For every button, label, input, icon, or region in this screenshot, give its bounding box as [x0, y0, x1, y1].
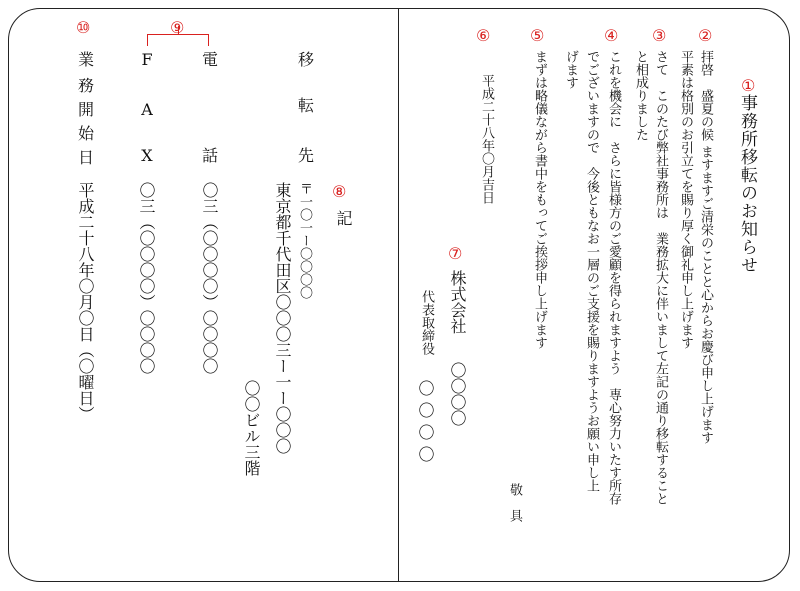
body-line-4: でございますので 今後ともなお一層のご支援を賜りますようお願い申し上	[584, 50, 599, 492]
start-label-char-2: 務	[77, 76, 94, 95]
marker-9: ⑨	[170, 18, 185, 37]
marker-4: ④	[604, 26, 619, 45]
letter-title: 事務所移転のお知らせ	[737, 94, 757, 274]
greeting-line-2: 平素は格別のお引立てを賜り厚く御礼申し上げます	[678, 50, 693, 349]
tel-value: 〇三（〇〇〇〇）〇〇〇〇	[200, 182, 219, 374]
start-label-char-4: 始	[77, 124, 94, 143]
marker-6: ⑥	[476, 26, 491, 45]
fax-label-char-1: F	[141, 50, 153, 69]
start-label-char-1: 業	[77, 50, 94, 69]
marker-3: ③	[652, 26, 667, 45]
postal-code: 〒一〇一ー〇〇〇〇	[297, 182, 312, 299]
ki-heading: 記	[334, 210, 353, 226]
move-label-char-2: 転	[297, 96, 314, 115]
start-label-char-3: 開	[77, 100, 94, 119]
fax-label-char-3: X	[141, 146, 153, 165]
company-name: 株式会社	[448, 270, 467, 334]
marker-5: ⑤	[530, 26, 545, 45]
start-date-value: 平成二十八年〇月〇日（〇曜日）	[76, 182, 95, 422]
tel-label-char-1: 電	[201, 50, 218, 69]
closing-line: まずは略儀ながら書中をもってご挨拶申し上げます	[532, 50, 547, 349]
keigu: 敬 具	[507, 483, 522, 522]
body-line-3: これを機会に さらに皆様方のご愛顧を得られますよう 専心努力いたす所存	[606, 50, 621, 505]
address-line-1: 東京都千代田区〇〇〇三ー一ー〇〇〇	[273, 182, 292, 454]
start-label-char-5: 日	[77, 148, 94, 167]
marker-8: ⑧	[332, 182, 347, 201]
tel-label-char-2: 話	[201, 146, 218, 165]
body-line-2: と相成りました	[633, 50, 648, 141]
representative-name-placeholder: 〇〇〇〇	[416, 380, 435, 468]
representative-title: 代表取締役	[419, 290, 434, 355]
bracket-stem	[178, 26, 179, 34]
greeting-line-1: 拝啓 盛夏の候 ますますご清栄のことと心からお慶び申し上げます	[698, 50, 713, 445]
marker-1: ①	[741, 76, 756, 95]
body-line-1: さて このたび弊社事務所は 業務拡大に伴いまして左記の通り移転すること	[653, 50, 668, 505]
move-label-char-3: 先	[297, 146, 314, 165]
letter-date: 平成二十八年〇月吉日	[479, 74, 494, 204]
fold-line	[398, 8, 399, 582]
fax-value: 〇三（〇〇〇〇）〇〇〇〇	[137, 182, 156, 374]
fax-label-char-2: A	[141, 100, 153, 119]
address-line-2: 〇〇ビル三階	[242, 380, 261, 476]
marker-10: ⑩	[76, 18, 91, 37]
company-name-placeholder: 〇〇〇〇	[448, 362, 467, 426]
marker-2: ②	[698, 26, 713, 45]
body-line-5: げます	[563, 50, 578, 89]
tel-fax-bracket	[147, 34, 209, 46]
letter-card	[8, 8, 790, 582]
move-label-char-1: 移	[297, 50, 314, 69]
marker-7: ⑦	[448, 244, 463, 263]
